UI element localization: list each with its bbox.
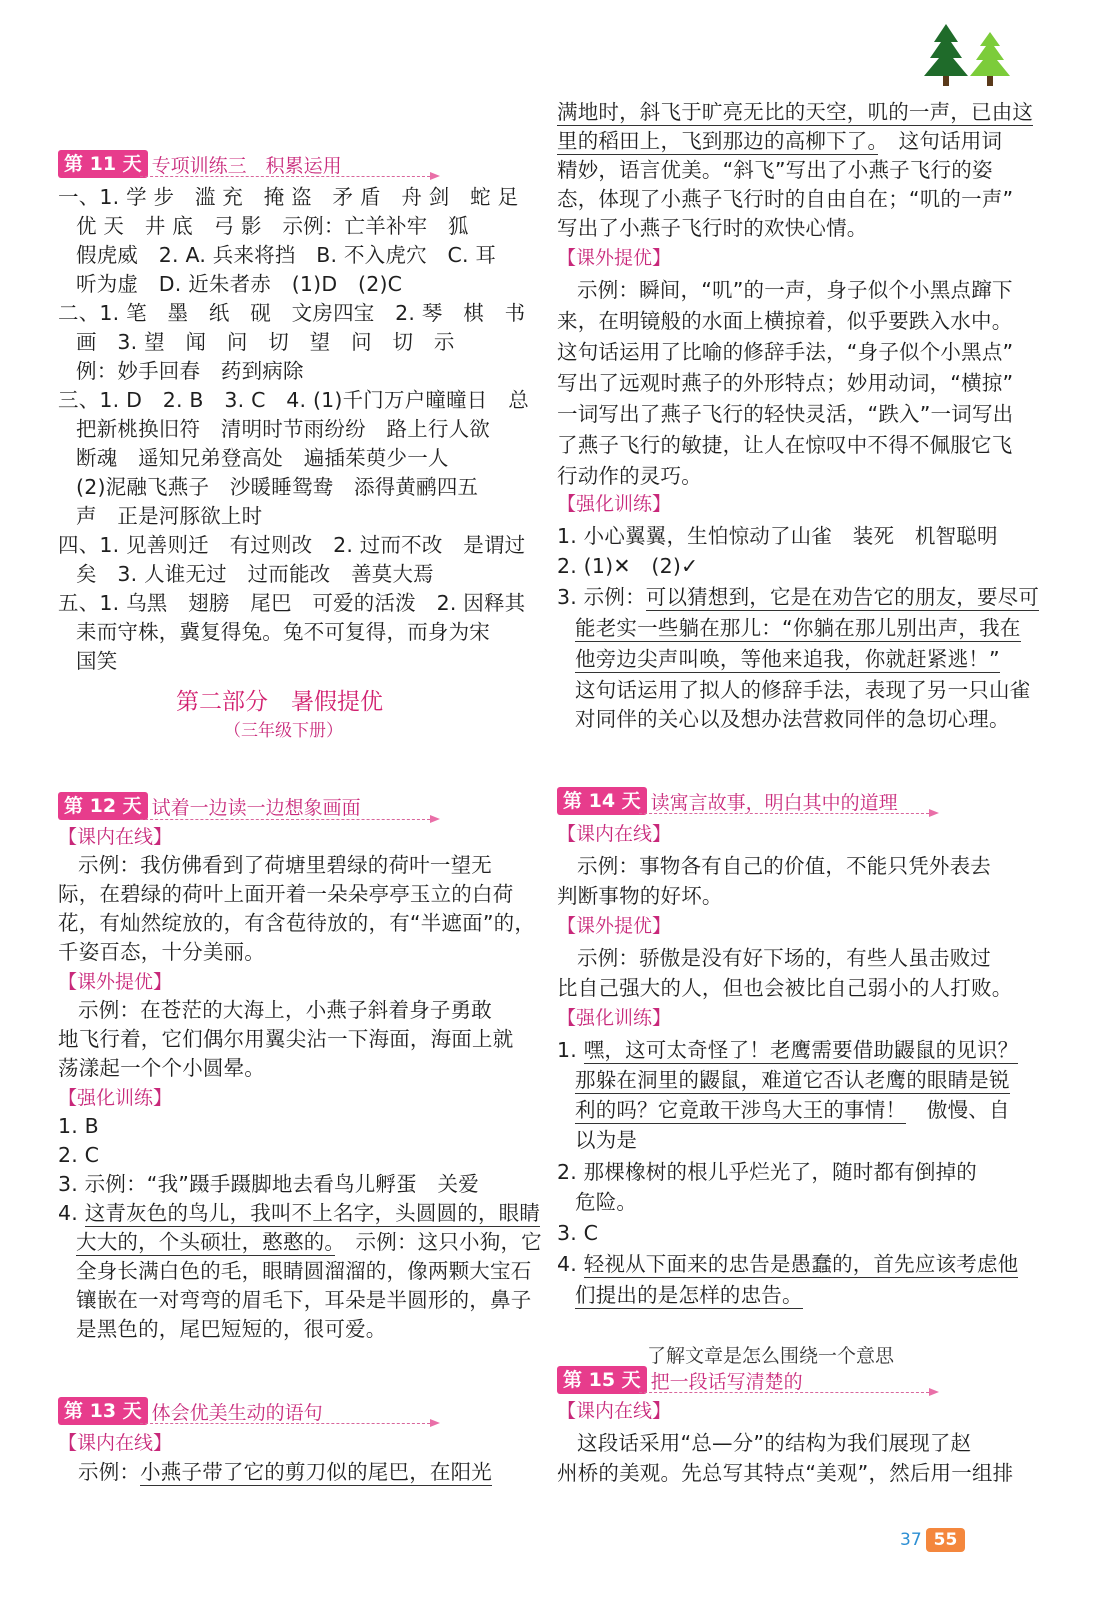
text-line: 行动作的灵巧。 xyxy=(557,464,702,488)
answer-line: 国笑 xyxy=(76,649,118,673)
text-line: 示例：骄傲是没有好下场的，有些人虽击败过 xyxy=(577,946,991,970)
underlined-text: 满地时，斜飞于旷亮无比的天空，叽的一声，已由这 xyxy=(557,100,1034,124)
text-span: 这句话用词 xyxy=(877,129,1003,153)
item-number: 4. xyxy=(557,1252,584,1276)
dashed-rule xyxy=(140,819,430,820)
text-line: 示例：在苍茫的大海上，小燕子斜着身子勇敢 xyxy=(78,998,492,1022)
text-line: 1. 小心翼翼，生怕惊动了山雀 装死 机智聪明 xyxy=(557,524,998,548)
text-line: 态，体现了小燕子飞行时的自由自在；“叽的一声” xyxy=(557,187,1014,211)
text-line: 对同伴的关心以及想办法营救同伴的急切心理。 xyxy=(575,707,1010,731)
text-line: 写出了小燕子飞行时的欢快心情。 xyxy=(557,216,868,240)
underlined-text: 能老实一些躺在那儿：“你躺在那儿别出声，我在 xyxy=(575,616,1021,640)
text-line xyxy=(575,1281,803,1309)
text-line: 州桥的美观。先总写其特点“美观”，然后用一组排 xyxy=(557,1461,1014,1485)
underlined-text: 里的稻田上，飞到那边的高柳下了。 xyxy=(557,129,878,153)
text-line: 这句话运用了拟人的修辞手法，表现了另一只山雀 xyxy=(575,678,1031,702)
text-line: 来，在明镜般的水面上横掠着，似乎要跌入水中。 xyxy=(557,309,1013,333)
section-label: 【强化训练】 xyxy=(557,1007,672,1029)
tree-icon-dark xyxy=(924,24,968,86)
underlined-text: 他旁边尖声叫唤，等他来追我，你就赶紧逃！” xyxy=(575,647,1000,671)
answer-line: 例：妙手回春 药到病除 xyxy=(76,359,304,383)
text-line: 2. C xyxy=(58,1143,100,1167)
answer-line: 耒而守株，冀复得兔。兔不可复得，而身为宋 xyxy=(76,620,490,644)
text-line xyxy=(575,645,1000,673)
section-label: 【课外提优】 xyxy=(557,915,672,937)
text-line xyxy=(557,583,1039,611)
text-line: 1. B xyxy=(58,1114,99,1138)
dashed-rule xyxy=(140,176,430,177)
text-line: 以为是 xyxy=(575,1128,638,1152)
text-line: 这句话运用了比喻的修辞手法，“身子似个小黑点” xyxy=(557,340,1014,364)
day-12-header xyxy=(58,792,361,822)
section-label: 【课外提优】 xyxy=(557,247,672,269)
part-title: 第二部分 暑假提优 xyxy=(176,689,383,715)
dashed-rule xyxy=(140,1423,430,1424)
answer-line: 假虎威 2. A. 兵来将挡 B. 不入虎穴 C. 耳 xyxy=(76,243,497,267)
text-line: 了燕子飞行的敏捷，让人在惊叹中不得不佩服它飞 xyxy=(557,433,1013,457)
text-line xyxy=(575,1096,1010,1124)
text-line: 一词写出了燕子飞行的轻快灵活，“跌入”一词写出 xyxy=(557,402,1014,426)
text-span: 示例：这只小狗，它 xyxy=(334,1230,542,1254)
text-line: 际，在碧绿的荷叶上面开着一朵朵亭亭玉立的白荷 xyxy=(58,882,514,906)
text-line: 荡漾起一个个小圆晕。 xyxy=(58,1056,265,1080)
section-label: 【强化训练】 xyxy=(58,1087,173,1109)
answer-line: 五、1. 乌黑 翅膀 尾巴 可爱的活泼 2. 因释其 xyxy=(58,591,526,615)
dashed-rule xyxy=(639,813,929,814)
text-line: 3. 示例：“我”蹑手蹑脚地去看鸟儿孵蛋 关爱 xyxy=(58,1172,479,1196)
text-line: 这段话采用“总—分”的结构为我们展现了赵 xyxy=(577,1431,972,1455)
answer-line: 矣 3. 人谁无过 过而能改 善莫大焉 xyxy=(76,562,434,586)
text-line: 写出了远观时燕子的外形特点；妙用动词，“横掠” xyxy=(557,371,1014,395)
text-line: 判断事物的好坏。 xyxy=(557,884,723,908)
underlined-text: 们提出的是怎样的忠告。 xyxy=(575,1283,803,1307)
text-line xyxy=(575,1066,1010,1094)
dashed-rule xyxy=(639,1392,929,1393)
text-span: 3. 示例： xyxy=(557,585,646,609)
text-line xyxy=(58,1199,540,1227)
day-badge: 第 12 天 xyxy=(58,792,148,820)
tree-icons xyxy=(922,22,1014,90)
page-tag: 55 xyxy=(926,1528,966,1552)
answer-line: 声 正是河豚欲上时 xyxy=(76,504,263,528)
text-line xyxy=(557,98,1033,126)
text-line: 地飞行着，它们偶尔用翼尖沾一下海面，海面上就 xyxy=(58,1027,514,1051)
section-label: 【课外提优】 xyxy=(58,971,173,993)
answer-line: 三、1. D 2. B 3. C 4. (1)千门万户曈曈日 总 xyxy=(58,388,529,412)
section-label: 【课内在线】 xyxy=(58,1432,173,1454)
day-badge: 第 14 天 xyxy=(557,787,647,815)
day-badge: 第 11 天 xyxy=(58,150,148,178)
answer-line: 把新桃换旧符 清明时节雨纷纷 路上行人欲 xyxy=(76,417,490,441)
day-title: 试着一边读一边想象画面 xyxy=(151,796,361,819)
answer-line: 四、1. 见善则迁 有过则改 2. 过而不改 是谓过 xyxy=(58,533,526,557)
text-line: 3. C xyxy=(557,1221,599,1245)
section-label: 【课内在线】 xyxy=(557,1400,672,1422)
answer-line: 二、1. 笔 墨 纸 砚 文房四宝 2. 琴 棋 书 xyxy=(58,301,526,325)
text-line: 2. (1)✕ (2)✓ xyxy=(557,554,699,578)
text-line xyxy=(557,127,1002,155)
text-line: 2. 那棵橡树的根儿乎烂光了，随时都有倒掉的 xyxy=(557,1160,977,1184)
answer-line: 一、1. 学 步 滥 充 掩 盗 矛 盾 舟 剑 蛇 足 xyxy=(58,185,519,209)
underlined-text: 可以猜想到，它是在劝告它的朋友，要尽可 xyxy=(645,585,1040,609)
item-number: 1. xyxy=(557,1038,584,1062)
text-span: 傲慢、自 xyxy=(906,1098,1010,1122)
underlined-text: 轻视从下面来的忠告是愚蠢的，首先应该考虑他 xyxy=(583,1252,1019,1276)
underlined-text: 小燕子带了它的剪刀似的尾巴，在阳光 xyxy=(140,1460,493,1484)
underlined-text: 利的吗？它竟敢干涉鸟大王的事情！ xyxy=(575,1098,907,1122)
text-line: 比自己强大的人，但也会被比自己弱小的人打败。 xyxy=(557,976,1013,1000)
grade-label: （三年级下册） xyxy=(224,721,343,741)
section-label: 【强化训练】 xyxy=(557,493,672,515)
text-line: 示例：我仿佛看到了荷塘里碧绿的荷叶一望无 xyxy=(78,853,492,877)
answer-line: 断魂 遥知兄弟登高处 遍插茱萸少一人 xyxy=(76,446,449,470)
answer-line: (2)泥融飞燕子 沙暖睡鸳鸯 添得黄鹂四五 xyxy=(76,475,479,499)
item-number: 4. xyxy=(58,1201,85,1225)
answer-line: 画 3. 望 闻 问 切 望 问 切 示 xyxy=(76,330,455,354)
answer-line: 优 天 井 底 弓 影 示例：亡羊补牢 狐 xyxy=(76,214,469,238)
day-badge: 第 13 天 xyxy=(58,1397,148,1425)
tree-icon-light xyxy=(970,32,1010,86)
page-number xyxy=(900,1528,965,1558)
underlined-text: 这青灰色的鸟儿，我叫不上名字，头圆圆的，眼睛 xyxy=(84,1201,541,1225)
day-title: 体会优美生动的语句 xyxy=(151,1401,323,1424)
day-title: 专项训练三 积累运用 xyxy=(151,154,342,177)
text-line: 千姿百态，十分美丽。 xyxy=(58,940,265,964)
text-line: 是黑色的，尾巴短短的，很可爱。 xyxy=(76,1317,387,1341)
text-line: 危险。 xyxy=(575,1190,638,1214)
section-label: 【课内在线】 xyxy=(557,823,672,845)
day-badge: 第 15 天 xyxy=(557,1366,647,1394)
page-number-text: 37 xyxy=(900,1530,922,1550)
text-line: 精妙，语言优美。“斜飞”写出了小燕子飞行的姿 xyxy=(557,158,993,182)
text-line xyxy=(557,1250,1018,1278)
underlined-text: 那躲在洞里的鼹鼠，难道它否认老鹰的眼睛是锐 xyxy=(575,1068,1010,1092)
section-label: 【课内在线】 xyxy=(58,826,173,848)
text-line xyxy=(557,1036,1018,1064)
text-line: 花，有灿然绽放的，有含苞待放的，有“半遮面”的， xyxy=(58,911,536,935)
text-line: 示例：事物各有自己的价值，不能只凭外表去 xyxy=(577,854,991,878)
text-line: 镶嵌在一对弯弯的眉毛下，耳朵是半圆形的，鼻子 xyxy=(76,1288,532,1312)
text-line: 示例：瞬间，“叽”的一声，身子似个小黑点蹿下 xyxy=(577,278,1013,302)
text-line xyxy=(78,1458,492,1486)
underlined-text: 嘿，这可太奇怪了！老鹰需要借助鼹鼠的见识？ xyxy=(583,1038,1019,1062)
underlined-text: 大大的，个头硕壮，憨憨的。 xyxy=(76,1230,335,1254)
day-15-title-line1: 了解文章是怎么围绕一个意思 xyxy=(647,1345,895,1367)
day-title: 把一段话写清楚的 xyxy=(650,1370,803,1393)
text-line: 全身长满白色的毛，眼睛圆溜溜的，像两颗大宝石 xyxy=(76,1259,532,1283)
day-title: 读寓言故事，明白其中的道理 xyxy=(650,791,898,814)
answer-line: 听为虚 D. 近朱者赤 (1)D (2)C xyxy=(76,272,403,296)
text-line xyxy=(575,614,1021,642)
text-span: 示例： xyxy=(78,1460,141,1484)
text-line xyxy=(76,1228,542,1256)
